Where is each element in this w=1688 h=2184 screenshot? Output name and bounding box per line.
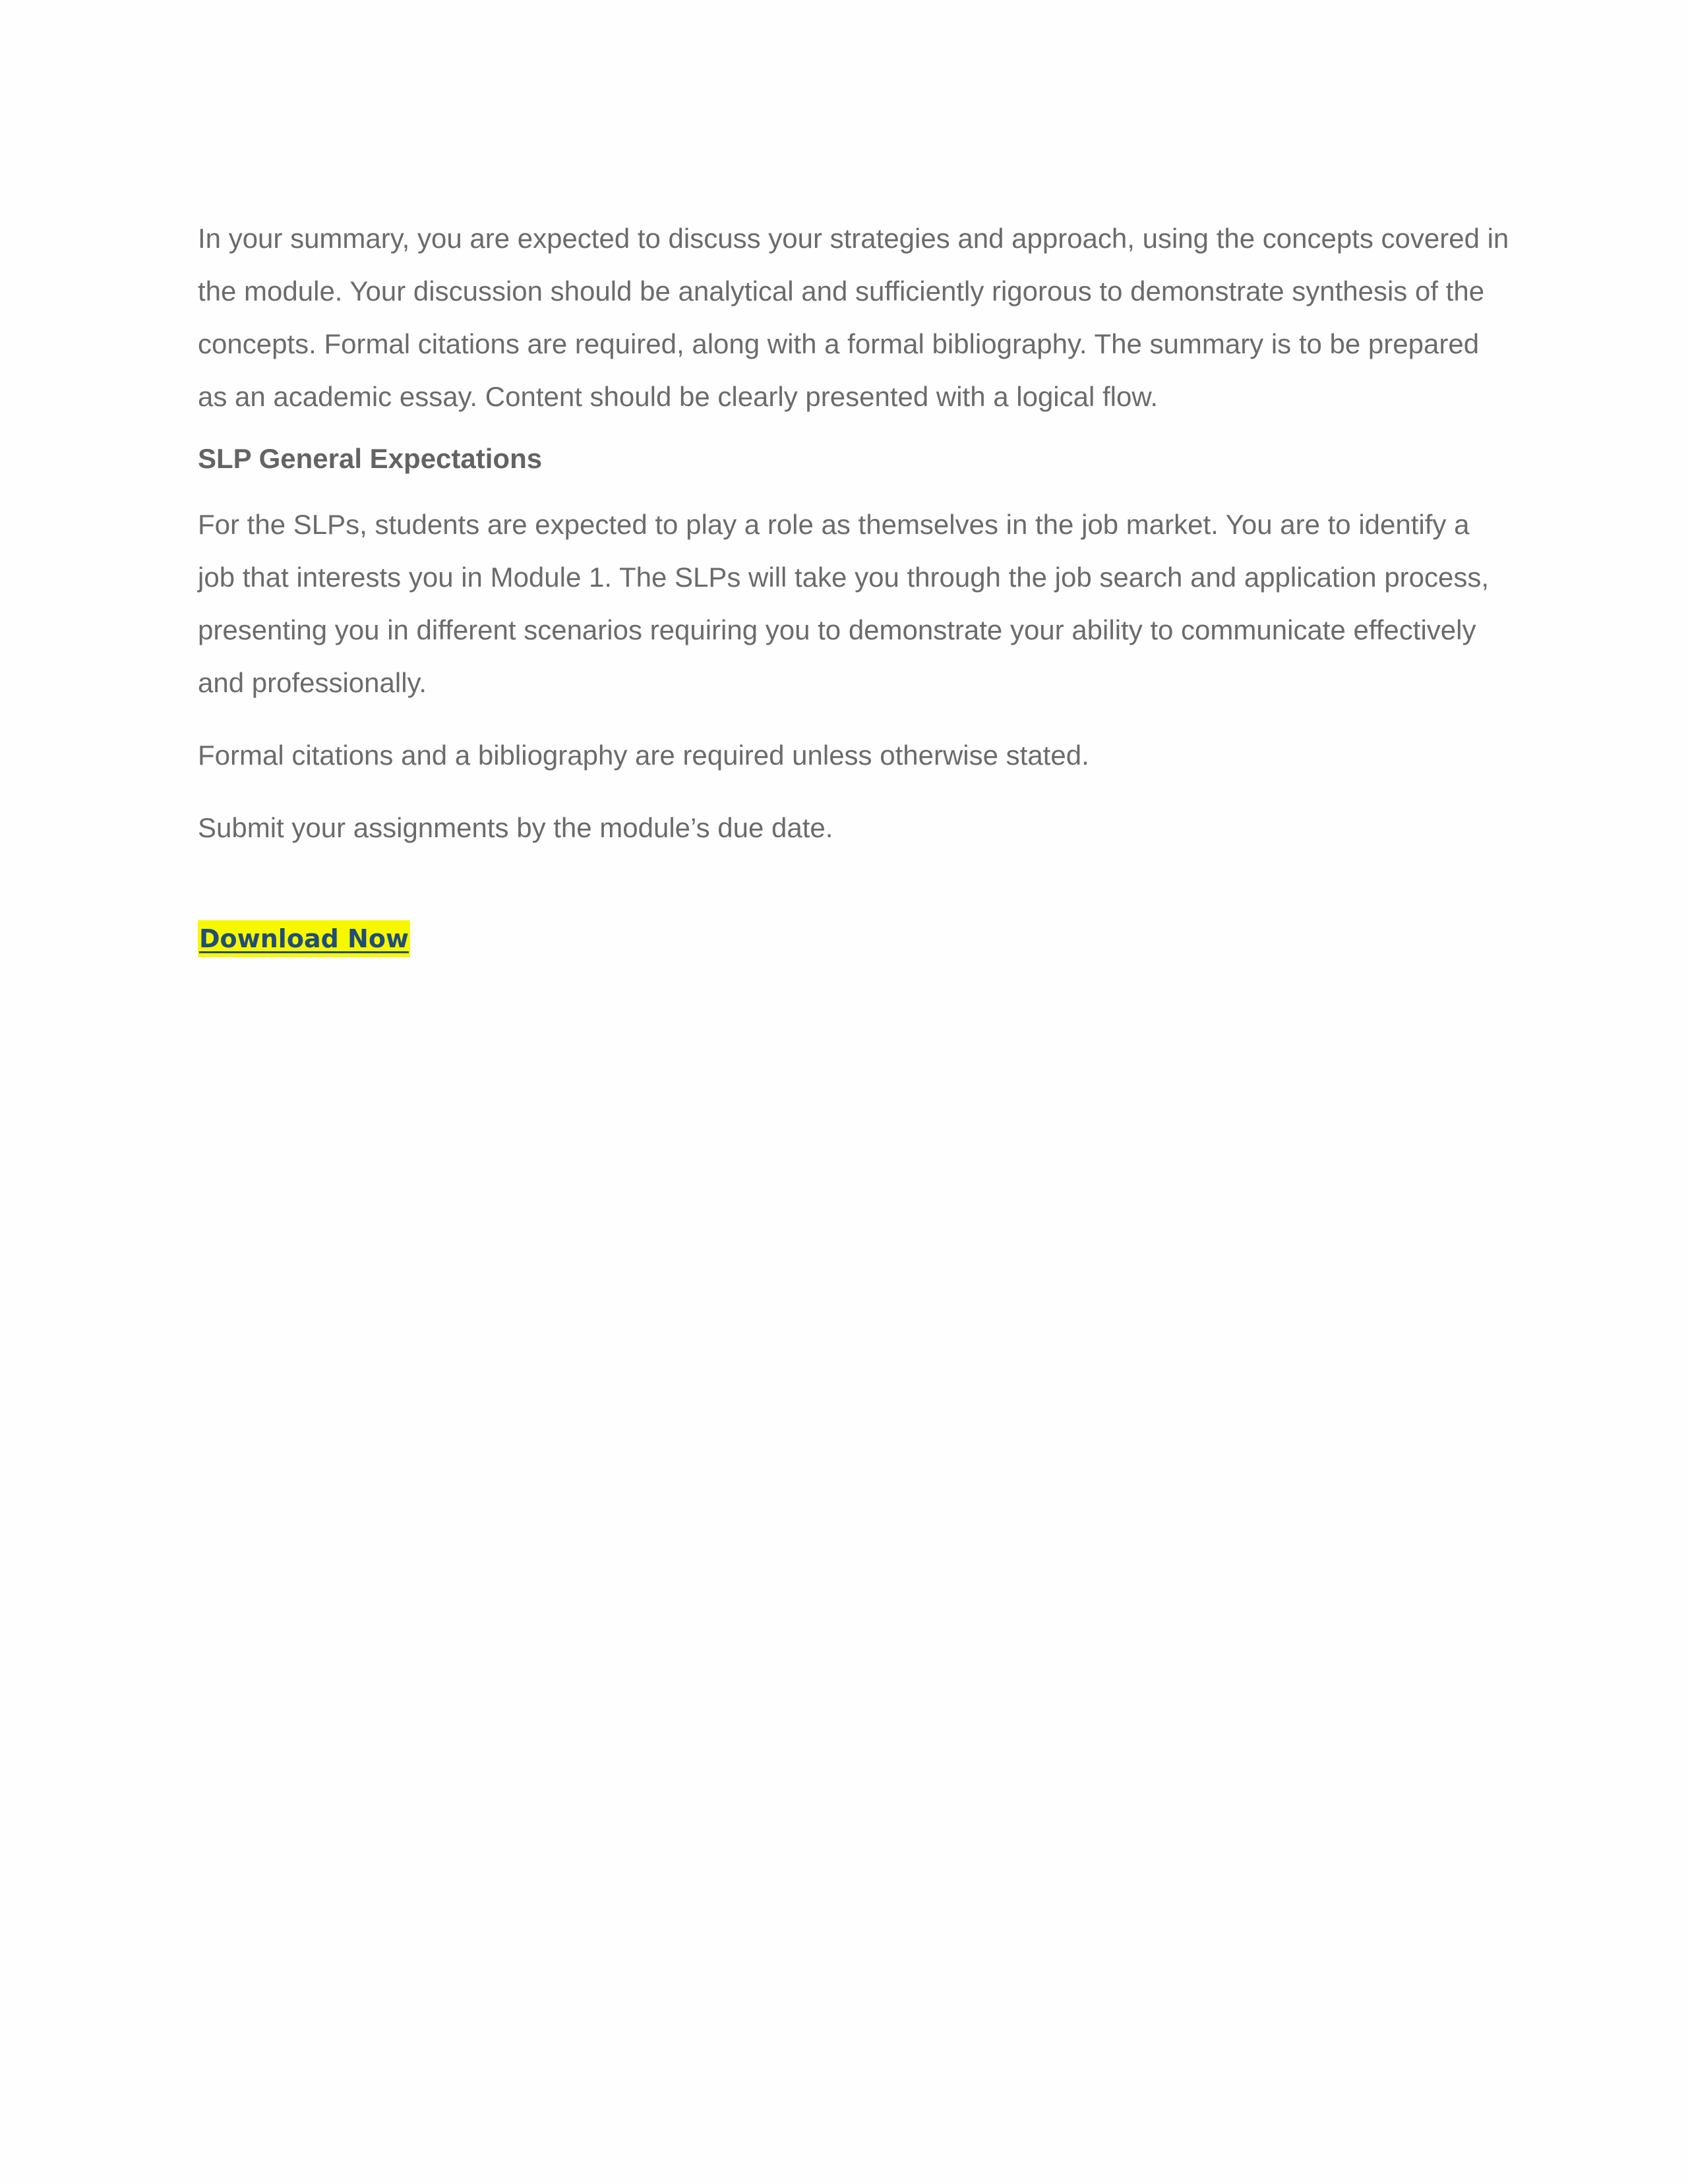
slp-expectations-heading: SLP General Expectations [198, 443, 543, 474]
document-body [198, 212, 1510, 957]
summary-paragraph: In your summary, you are expected to discuss your strategies and approach, using the concepts covered in the module. Your discussion should be analytical and sufficiently rigorous to demonstrate synthesis of the concepts. Formal citations are required, along with a formal bibliography. The summary is to be prepared as an academic essay. Content should be clearly presented with a logical flow. [198, 223, 1509, 412]
citations-paragraph: Formal citations and a bibliography are required unless otherwise stated. [198, 740, 1089, 771]
submit-paragraph: Submit your assignments by the module’s due date. [198, 812, 833, 843]
download-container [198, 920, 1510, 957]
download-now-link[interactable]: Download Now [198, 920, 410, 957]
slp-paragraph: For the SLPs, students are expected to play a role as themselves in the job market. You are to identify a job that interests you in Module 1. The SLPs will take you through the job search and application process, presenting you in different scenarios requiring you to demonstrate your ability to communicate effectively and professionally. [198, 509, 1490, 698]
